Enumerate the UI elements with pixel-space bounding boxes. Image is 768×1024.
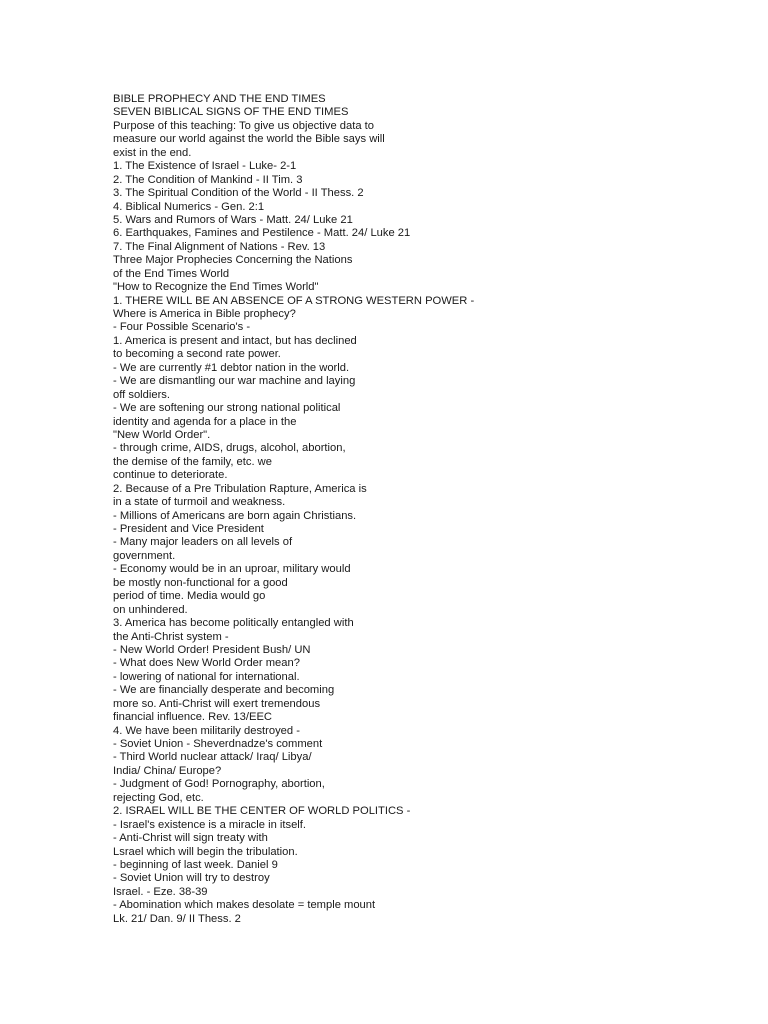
text-line: identity and agenda for a place in the (113, 415, 297, 428)
text-line: 4. We have been militarily destroyed - (113, 724, 300, 737)
text-line: - Anti-Christ will sign treaty with (113, 832, 268, 845)
text-line: Lk. 21/ Dan. 9/ II Thess. 2 (113, 912, 241, 925)
text-line: - Judgment of God! Pornography, abortion, (113, 778, 325, 791)
text-line: Three Major Prophecies Concerning the Nations (113, 254, 353, 267)
text-line: - Millions of Americans are born again Christians. (113, 509, 357, 522)
doc-subtitle: SEVEN BIBLICAL SIGNS OF THE END TIMES (113, 106, 349, 119)
text-line: - Third World nuclear attack/ Iraq/ Libya/ (113, 751, 312, 764)
text-line: financial influence. Rev. 13/EEC (113, 711, 272, 724)
section-heading: 1. THERE WILL BE AN ABSENCE OF A STRONG WESTERN POWER - (113, 294, 475, 307)
text-line: off soldiers. (113, 388, 171, 401)
text-line: 3. America has become politically entangled with (113, 617, 354, 630)
text-line: - Four Possible Scenario's - (113, 321, 251, 334)
text-line: be mostly non-functional for a good (113, 576, 288, 589)
text-line: "How to Recognize the End Times World" (113, 281, 319, 294)
section-heading: 2. ISRAEL WILL BE THE CENTER OF WORLD POLITICS - (113, 805, 411, 818)
text-line: - We are financially desperate and becoming (113, 684, 335, 697)
text-line: - We are dismantling our war machine and laying (113, 375, 356, 388)
text-line: - New World Order! President Bush/ UN (113, 643, 311, 656)
text-line: 1. America is present and intact, but has declined (113, 334, 357, 347)
text-line: 2. Because of a Pre Tribulation Rapture, America is (113, 482, 367, 495)
text-line: - President and Vice President (113, 523, 264, 535)
document-body (113, 93, 753, 926)
text-line: period of time. Media would go (113, 590, 266, 603)
text-line: Purpose of this teaching: To give us objective data to (113, 119, 374, 132)
text-line: India/ China/ Europe? (113, 764, 222, 777)
text-line: Where is America in Bible prophecy? (113, 308, 296, 320)
list-item: 6. Earthquakes, Famines and Pestilence - Matt. 24/ Luke 21 (113, 227, 411, 240)
text-line: Israel. - Eze. 38-39 (113, 885, 208, 898)
text-line: the Anti-Christ system - (113, 630, 229, 643)
text-line: - What does New World Order mean? (113, 657, 300, 670)
text-line: - Economy would be in an uproar, military would (113, 563, 351, 576)
text-line: measure our world against the world the Bible says will (113, 133, 385, 146)
doc-title: BIBLE PROPHECY AND THE END TIMES (113, 93, 326, 105)
text-line: - Abomination which makes desolate = temple mount (113, 899, 376, 912)
text-line: in a state of turmoil and weakness. (113, 496, 286, 509)
text-line: - Soviet Union will try to destroy (113, 872, 270, 885)
list-item: 2. The Condition of Mankind - II Tim. 3 (113, 173, 303, 186)
text-line: - lowering of national for international. (113, 670, 300, 683)
text-line: - Israel's existence is a miracle in itself. (113, 818, 307, 831)
list-item: 5. Wars and Rumors of Wars - Matt. 24/ Luke 21 (113, 213, 353, 226)
list-item: 1. The Existence of Israel - Luke- 2-1 (113, 160, 297, 173)
text-line: more so. Anti-Christ will exert tremendous (113, 697, 321, 710)
text-line: to becoming a second rate power. (113, 348, 281, 361)
text-line: exist in the end. (113, 146, 192, 159)
text-line: the demise of the family, etc. we (113, 455, 272, 468)
text-line: Lsrael which will begin the tribulation. (113, 845, 298, 858)
text-line: rejecting God, etc. (113, 791, 204, 804)
text-line: - beginning of last week. Daniel 9 (113, 858, 278, 871)
text-line: - We are currently #1 debtor nation in the world. (113, 361, 350, 374)
text-line: - We are softening our strong national political (113, 402, 341, 415)
text-line: - Soviet Union - Sheverdnadze's comment (113, 738, 323, 750)
list-item: 3. The Spiritual Condition of the World - II Thess. 2 (113, 187, 364, 200)
text-line: on unhindered. (113, 603, 188, 616)
list-item: 4. Biblical Numerics - Gen. 2:1 (113, 200, 265, 213)
text-line: of the End Times World (113, 267, 230, 280)
text-line: government. (113, 549, 176, 562)
text-line: "New World Order". (113, 428, 211, 441)
list-item: 7. The Final Alignment of Nations - Rev. 13 (113, 240, 326, 253)
text-line: - through crime, AIDS, drugs, alcohol, abortion, (113, 442, 346, 455)
text-line: - Many major leaders on all levels of (113, 536, 293, 549)
text-line: continue to deteriorate. (113, 469, 228, 482)
